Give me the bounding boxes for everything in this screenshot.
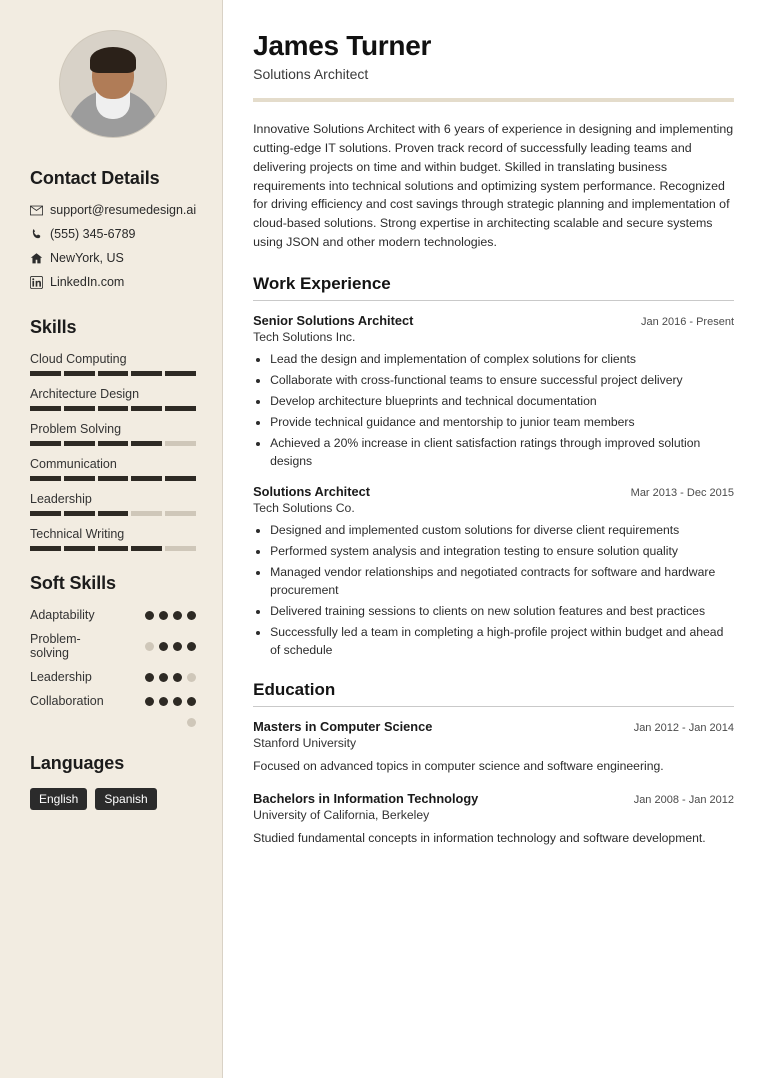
experience-bullet: • Delivered training sessions to clients on new solution features and best practices bbox=[270, 602, 734, 620]
experience-date: Jan 2016 - Present bbox=[641, 315, 734, 328]
contact-list bbox=[30, 203, 196, 289]
education-entry bbox=[253, 791, 734, 847]
experience-entry bbox=[253, 313, 734, 470]
soft-skill-name: Adaptability bbox=[30, 608, 95, 622]
experience-bullet: • Lead the design and implementation of complex solutions for clients bbox=[270, 350, 734, 368]
contact-item-linkedin bbox=[30, 275, 196, 289]
job-title: Solutions Architect bbox=[253, 66, 369, 82]
language-tags bbox=[30, 788, 196, 810]
skill-item bbox=[30, 387, 196, 411]
experience-bullet: • Develop architecture blueprints and technical documentation bbox=[270, 392, 734, 410]
education-entry-header bbox=[253, 719, 734, 734]
experience-entry-header bbox=[253, 484, 734, 499]
soft-skill-rating bbox=[118, 697, 196, 706]
experience-bullets bbox=[253, 521, 734, 659]
education-heading: Education bbox=[253, 679, 336, 699]
soft-skill-rating bbox=[118, 718, 196, 727]
contact-item-email bbox=[30, 203, 196, 217]
education-degree: Masters in Computer Science bbox=[253, 718, 433, 734]
skill-item bbox=[30, 457, 196, 481]
language-tag-spanish: Spanish bbox=[95, 788, 156, 810]
experience-date: Mar 2013 - Dec 2015 bbox=[630, 487, 734, 500]
soft-skill-rating bbox=[119, 642, 196, 651]
skill-name: Architecture Design bbox=[30, 387, 140, 401]
professional-summary: Innovative Solutions Architect with 6 years of experience in designing and implementing cutting-edge IT solutions. Proven track record of successfully leading teams and delivering projects on time and within budget. Skilled in translating business requirements into technical solutions and optimizing system performance. Recognized for driving efficiency and cost savings through strategic planning and implementation of cloud-based solutions. Strong expertise in architecting scalable and secure systems using JSON and other modern technologies. bbox=[253, 122, 734, 250]
skill-level-bar bbox=[30, 511, 196, 516]
soft-skill-item bbox=[30, 694, 196, 708]
soft-skill-item bbox=[30, 632, 196, 660]
email-icon bbox=[30, 204, 50, 217]
experience-bullet: • Successfully led a team in completing a high-profile project within budget and ahead of schedule bbox=[270, 623, 734, 659]
experience-bullet: • Provide technical guidance and mentorship to junior team members bbox=[270, 413, 734, 431]
soft-skill-item bbox=[30, 670, 196, 684]
section-divider bbox=[253, 706, 734, 707]
soft-skill-rating bbox=[118, 611, 196, 620]
section-work-experience bbox=[253, 274, 734, 660]
page-title: James Turner bbox=[253, 30, 432, 61]
education-description: Studied fundamental concepts in information technology and software development. bbox=[253, 830, 706, 845]
contact-item-phone bbox=[30, 227, 196, 241]
experience-bullet: • Designed and implemented custom solutions for diverse client requirements bbox=[270, 521, 734, 539]
skill-level-bar bbox=[30, 441, 196, 446]
education-description: Focused on advanced topics in computer science and software engineering. bbox=[253, 758, 664, 773]
experience-bullet: • Performed system analysis and integration testing to ensure solution quality bbox=[270, 542, 734, 560]
education-date: Jan 2008 - Jan 2012 bbox=[633, 793, 734, 806]
experience-company: Tech Solutions Co. bbox=[253, 501, 355, 516]
contact-item-location bbox=[30, 251, 196, 265]
phone-icon bbox=[30, 228, 50, 241]
linkedin-icon bbox=[30, 276, 50, 289]
skill-level-bar bbox=[30, 476, 196, 481]
soft-skill-extra-row bbox=[30, 718, 196, 727]
skill-name: Problem Solving bbox=[30, 422, 122, 436]
experience-company: Tech Solutions Inc. bbox=[253, 329, 356, 344]
education-degree: Bachelors in Information Technology bbox=[253, 790, 479, 806]
education-entry-header bbox=[253, 791, 734, 806]
contact-value-phone: (555) 345-6789 bbox=[50, 227, 136, 241]
soft-skill-item bbox=[30, 608, 196, 622]
header-divider bbox=[253, 98, 734, 102]
soft-skills-heading: Soft Skills bbox=[30, 573, 116, 593]
experience-entry-header bbox=[253, 313, 734, 328]
section-divider bbox=[253, 300, 734, 301]
education-institution: University of California, Berkeley bbox=[253, 807, 430, 822]
experience-bullets bbox=[253, 350, 734, 470]
avatar-wrapper bbox=[30, 30, 196, 138]
skill-level-bar bbox=[30, 371, 196, 376]
skill-item bbox=[30, 352, 196, 376]
avatar bbox=[59, 30, 167, 138]
education-date: Jan 2012 - Jan 2014 bbox=[633, 721, 734, 734]
experience-title: Senior Solutions Architect bbox=[253, 312, 414, 328]
skill-level-bar bbox=[30, 546, 196, 551]
contact-details-heading: Contact Details bbox=[30, 168, 160, 188]
experience-entry bbox=[253, 484, 734, 659]
home-icon bbox=[30, 252, 50, 265]
soft-skill-name: Leadership bbox=[30, 670, 92, 684]
skill-item bbox=[30, 422, 196, 446]
experience-bullet: • Collaborate with cross-functional teams to ensure successful project delivery bbox=[270, 371, 734, 389]
skill-name: Technical Writing bbox=[30, 527, 125, 541]
skill-name: Leadership bbox=[30, 492, 92, 506]
avatar-hair bbox=[90, 47, 136, 73]
skill-item bbox=[30, 492, 196, 516]
soft-skills-list bbox=[30, 608, 196, 727]
experience-bullet: • Managed vendor relationships and negotiated contracts for software and hardware procurement bbox=[270, 563, 734, 599]
skill-name: Cloud Computing bbox=[30, 352, 127, 366]
skill-item bbox=[30, 527, 196, 551]
language-tag-english: English bbox=[30, 788, 87, 810]
experience-bullet: • Achieved a 20% increase in client satisfaction ratings through improved solution designs bbox=[270, 434, 734, 470]
contact-value-linkedin: LinkedIn.com bbox=[50, 275, 125, 289]
skill-name: Communication bbox=[30, 457, 117, 471]
section-education bbox=[253, 680, 734, 848]
skill-level-bar bbox=[30, 406, 196, 411]
soft-skill-name: Problem-solving bbox=[30, 632, 81, 660]
education-institution: Stanford University bbox=[253, 735, 357, 750]
contact-value-location: NewYork, US bbox=[50, 251, 124, 265]
soft-skill-rating bbox=[118, 673, 196, 682]
experience-title: Solutions Architect bbox=[253, 484, 370, 500]
languages-heading: Languages bbox=[30, 753, 125, 773]
contact-value-email: support@resumedesign.ai bbox=[50, 203, 197, 217]
main-content bbox=[223, 0, 768, 1078]
education-entry bbox=[253, 719, 734, 775]
work-experience-heading: Work Experience bbox=[253, 273, 391, 293]
soft-skill-name: Collaboration bbox=[30, 694, 104, 708]
skills-list bbox=[30, 352, 196, 551]
skills-heading: Skills bbox=[30, 317, 77, 337]
sidebar bbox=[0, 0, 223, 1078]
